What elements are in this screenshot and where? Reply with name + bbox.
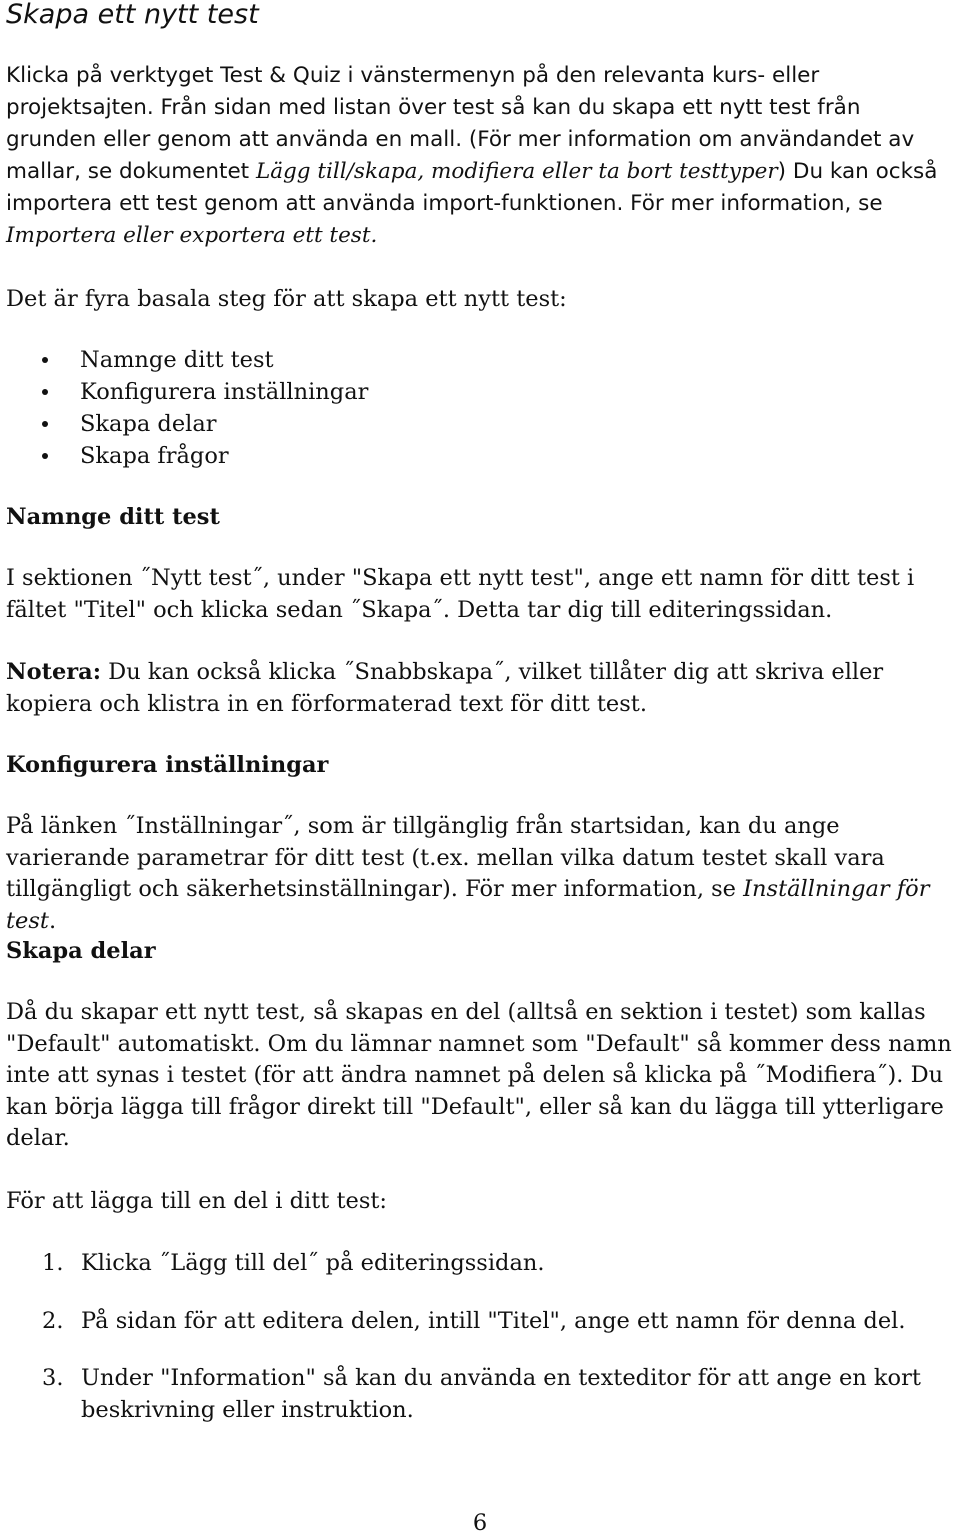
page-title: Skapa ett nytt test (6, 0, 259, 30)
steps-intro: Det är fyra basala steg för att skapa ett nytt test: (6, 286, 567, 312)
section-name-test-text: I sektionen ˝Nytt test˝, under "Skapa ett nytt test", ange ett namn för ditt test i fältet "Titel" och klicka sedan ˝Skapa˝. Detta tar dig till editeringssidan. (6, 565, 915, 623)
bullet-item: Namnge ditt test (6, 344, 368, 376)
step-number: 1. (42, 1250, 64, 1276)
add-part-steps (6, 1248, 946, 1452)
step-number: 2. (42, 1307, 64, 1334)
intro-text-rest: ) Du kan också importera ett test genom att använda import-funktionen. För mer information, se (6, 159, 938, 216)
step-item (6, 1306, 946, 1338)
step-text: På sidan för att editera delen, intill "Titel", ange ett namn för denna del. (81, 1307, 906, 1334)
section-parts-text: Då du skapar ett nytt test, så skapas en del (alltså en sektion i testet) som kallas "Default" automatiskt. Om du lämnar namnet som "Default" så kommer dess namn inte att synas i testet (för att ändra namnet på delen så klicka på ˝Modifiera˝). Du kan börja lägga till frågor direkt till "Default", eller så kan du lägga till ytterligare delar. (6, 999, 952, 1151)
bullet-item: Skapa frågor (6, 440, 368, 472)
step-item (6, 1363, 946, 1426)
intro-text: Klicka på verktyget Test & Quiz i vänstermenyn på den relevanta kurs- eller projektsajten. Från sidan med listan över test så kan du skapa ett nytt test från grunden eller genom att använda en mall. (För mer information om användandet av mallar, se dokumentet (6, 63, 915, 184)
settings-link: Inställningar för test (6, 876, 930, 934)
parts-list-intro: För att lägga till en del i ditt test: (6, 1188, 387, 1214)
section-heading-settings: Konfigurera inställningar (6, 752, 329, 778)
note-paragraph (6, 657, 956, 720)
steps-bullet-list (6, 344, 368, 472)
page-number: 6 (472, 1510, 488, 1536)
bullet-item: Skapa delar (6, 408, 368, 440)
intro-link-import: Importera eller exportera ett test. (6, 223, 378, 248)
intro-link-templates: Lägg till/skapa, modifiera eller ta bort testtyper (255, 159, 778, 184)
section-heading-name-test: Namnge ditt test (6, 504, 220, 530)
step-text: Under "Information" så kan du använda en texteditor för att ange en kort beskrivning eller instruktion. (81, 1365, 921, 1423)
intro-paragraph (6, 60, 956, 252)
note-text: Du kan också klicka ˝Snabbskapa˝, vilket tillåter dig att skriva eller kopiera och klistra in en förformaterad text för ditt test. (6, 659, 884, 717)
bullet-item: Konfigurera inställningar (6, 376, 368, 408)
step-item (6, 1248, 946, 1280)
step-number: 3. (42, 1365, 64, 1391)
step-text: Klicka ˝Lägg till del˝ på editeringssidan. (81, 1250, 545, 1276)
section-heading-parts: Skapa delar (6, 938, 156, 964)
section-settings-paragraph (6, 811, 956, 937)
settings-text: På länken ˝Inställningar˝, som är tillgänglig från startsidan, kan du ange varierande parametrar för ditt test (t.ex. mellan vilka datum testet skall vara tillgängligt och säkerhetsinställningar). För mer information, se (6, 813, 885, 902)
note-label: Notera: (6, 659, 102, 685)
settings-text-end: . (48, 907, 57, 934)
